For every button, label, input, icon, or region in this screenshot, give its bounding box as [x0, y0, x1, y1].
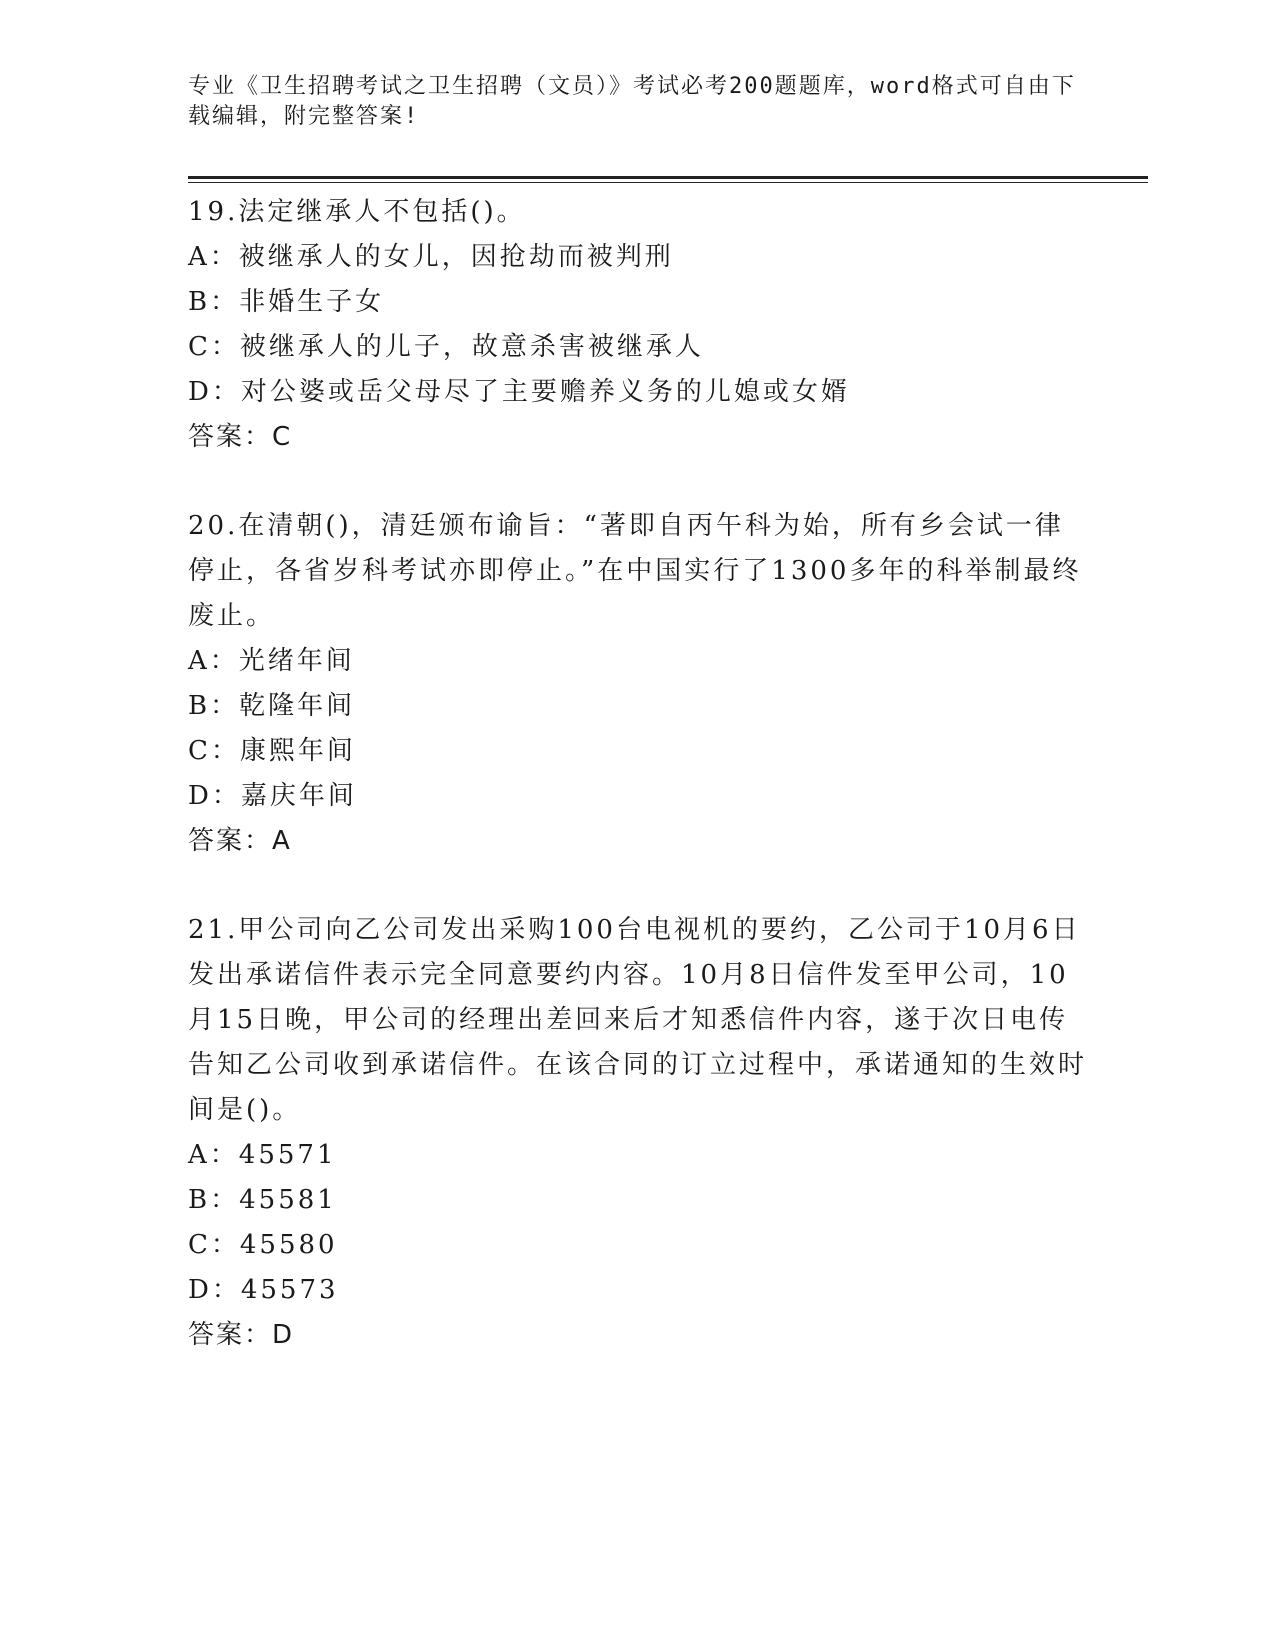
option-d: D：嘉庆年间: [188, 781, 357, 811]
question-stem: 20.在清朝()，清廷颁布谕旨：“著即自丙午科为始，所有乡会试一律停止，各省岁科考试亦即停止。”在中国实行了1300多年的科举制最终废止。: [188, 511, 1082, 631]
option-d: D：45573: [188, 1275, 339, 1305]
question-21: [188, 908, 1088, 1358]
option-d: D：对公婆或岳父母尽了主要赡养义务的儿媳或女婿: [188, 377, 850, 407]
header-rule-thick: [188, 176, 1148, 179]
option-b: B：45581: [188, 1185, 337, 1215]
option-c: C：被继承人的儿子，故意杀害被继承人: [188, 332, 704, 362]
answer-label: 答案：A: [188, 826, 292, 856]
option-b: B：非婚生子女: [188, 287, 385, 317]
option-c: C：45580: [188, 1230, 338, 1260]
question-20: [188, 504, 1088, 864]
question-stem: 19.法定继承人不包括()。: [188, 197, 526, 227]
question-19: [188, 190, 1088, 460]
option-a: A：光绪年间: [188, 646, 355, 676]
question-list: [188, 190, 1088, 1402]
header-intro: 专业《卫生招聘考试之卫生招聘（文员）》考试必考200题题库，word格式可自由下载编辑，附完整答案!: [188, 74, 1076, 129]
header-rule-thin: [188, 182, 1148, 183]
option-c: C：康熙年间: [188, 736, 356, 766]
option-b: B：乾隆年间: [188, 691, 356, 721]
question-stem: 21.甲公司向乙公司发出采购100台电视机的要约，乙公司于10月6日发出承诺信件表示完全同意要约内容。10月8日信件发至甲公司，10月15日晚，甲公司的经理出差回来后才知悉信件内容，遂于次日电传告知乙公司收到承诺信件。在该合同的订立过程中，承诺通知的生效时间是()。: [188, 915, 1088, 1125]
option-a: A：45571: [188, 1140, 337, 1170]
answer-label: 答案：D: [188, 1320, 295, 1350]
answer-label: 答案：C: [188, 422, 293, 452]
option-a: A：被继承人的女儿，因抢劫而被判刑: [188, 242, 674, 272]
